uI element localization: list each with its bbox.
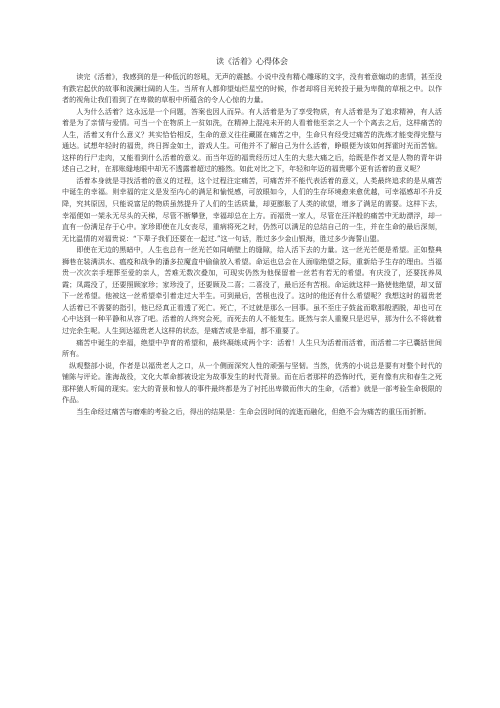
paragraph-4: 即使在无边的黑暗中，人生也总有一丝光芒如同峭壁上的缝隙，给人活下去的力量。这一丝光芒便是希望。正如整典狮巷在装满洪水、瘟疫和战争的潘多拉魔盒中偷偷放入希望。命运也总会在人面临绝望之际，重新给予生存的理由。当福贵一次次亲手埋葬至爱的亲人，苦难无数次叠加，可现实仍然为他保留着一丝若有若无的希望。有庆没了，还要抚养凤霞；凤霞没了，还要照顾家珍；家珍没了，还要顾及二喜；二喜没了，最后还有苦根。命运就这样一路使他绝望，却又留下一丝希望。他被这一丝希望牵引着走过大半生。可到最后，苦根也没了。这时的他还有什么希望呢？我想这时的福贵老人活着已不需要的指引，他已经真正看透了死亡。死亡，不过就是那么一回事。虽不至庄子鼓盆而歌那般洒脱，却也可在心中达到一种平静和从容了吧。活着的人终究会死，而死去的人不能复生。既然与亲人重聚只是迟早，那为什么不将就着过完余生呢。人生到达福贵老人这样的状态，是痛苦或是幸福，都不重要了。 xyxy=(62,245,442,336)
paragraph-6: 纵观整部小说，作者是以福贵老人之口，从一个侧面深究人性的顽强与坚韧。当然，优秀的小说总是要有对整个时代的铺陈与评论。淮海战役，文化大革命都被设定为故事发生的时代背景。而在后者那样的恐怖时代，更有像有庆和春生之死那样猿人听闻的现实。宏大的背景和惊人的事件最终都是为了衬托出卑微而伟大的生命，《活着》就是一部考验生命极限的作品。 xyxy=(62,360,442,405)
paragraph-2: 人为什么活着？这永远是一个问题，答案也因人而异。有人活着是为了享受物质，有人活着是为了追求精神，有人活着是为了亲情与爱情。可当一个在物质上一贫如洗，在精神上混沌未开的人看着他至亲之人一个个离去之后，这样痛苦的人生，活着又有什么意义？其实恰恰相反，生命的意义往往藏匿在痛苦之中，生命只有经受过痛苦的洗炼才能变得完整与通达。试想年轻时的福贵，终日挥金如土，游戏人生。可他并不了解自己为什么活着，睁眼便为该如何挥霍时光而苦恼。这样的行尸走肉，又能看到什么活着的意义。而当年迈的福贵经历过人生的大悲大痛之后，给既是作者又是人物的青年讲述自己之时，在那账缝地眼中却无不透露着超过的豁然。如此对比之下，年轻和年迈的福贵哪个更有活着的意义呢？ xyxy=(62,106,442,174)
paragraph-5: 痛苦中诞生的幸福，绝望中孕育的希望和，最终凝练成两个字：活着！人生只为活着而活着，而活着二字已囊括世间所有。 xyxy=(62,337,442,359)
paragraph-7: 当生命经过痛苦与磨难的考验之后，得出的结果是：生命会因时间的流逝而融化，但绝不会为痛苦的重压而折断。 xyxy=(76,406,431,416)
document-body xyxy=(62,56,442,417)
paragraph-1: 读完《活着》，我感到的是一种低沉的怒吼，无声的震撼。小说中没有精心雕琢的文字，没有着意煽动的悲情，甚至没有跌宕起伏的故事和波澜壮阔的人生。当所有人都仰望灿烂星空的时候，作者却将目光转投于最为卑微的草根之中。以作者的视角让我们看到了在卑微的草根中所蕴含的令人心惊的力量。 xyxy=(62,72,442,105)
document-title: 读《活着》心得体会 xyxy=(216,57,288,66)
paragraph-3: 活着本身就是寻找活着的意义的过程，这个过程注定痛苦，可痛苦并不能代表活着的意义，人类最终追求的是从痛苦中诞生的幸福。则幸福的定义是发至内心的满足和愉悦感，可放眼如今，人们的生存环境愈来愈优越，可幸福感却不升反降，究其原因，只能说富足的物质虽然提升了人们的生活质量，却更膨胀了人类的欲望，增多了满足的需要。这样下去，幸福便如一架永无尽头的天梯，尽管不断攀登，幸福却总在上方。而福贵一家人，尽管在汪洋般的痛苦中无助漂浮，却一直有一份满足存于心中。家珍即使在儿女丧尽，重病将死之时，仍然可以满足的总结自己的一生，并在生命的最后深刻，无比温情的对福贵说：“下辈子我们还要在一起过.”这一句话，胜过多少金山银海，胜过多少海誓山盟。 xyxy=(62,175,442,243)
